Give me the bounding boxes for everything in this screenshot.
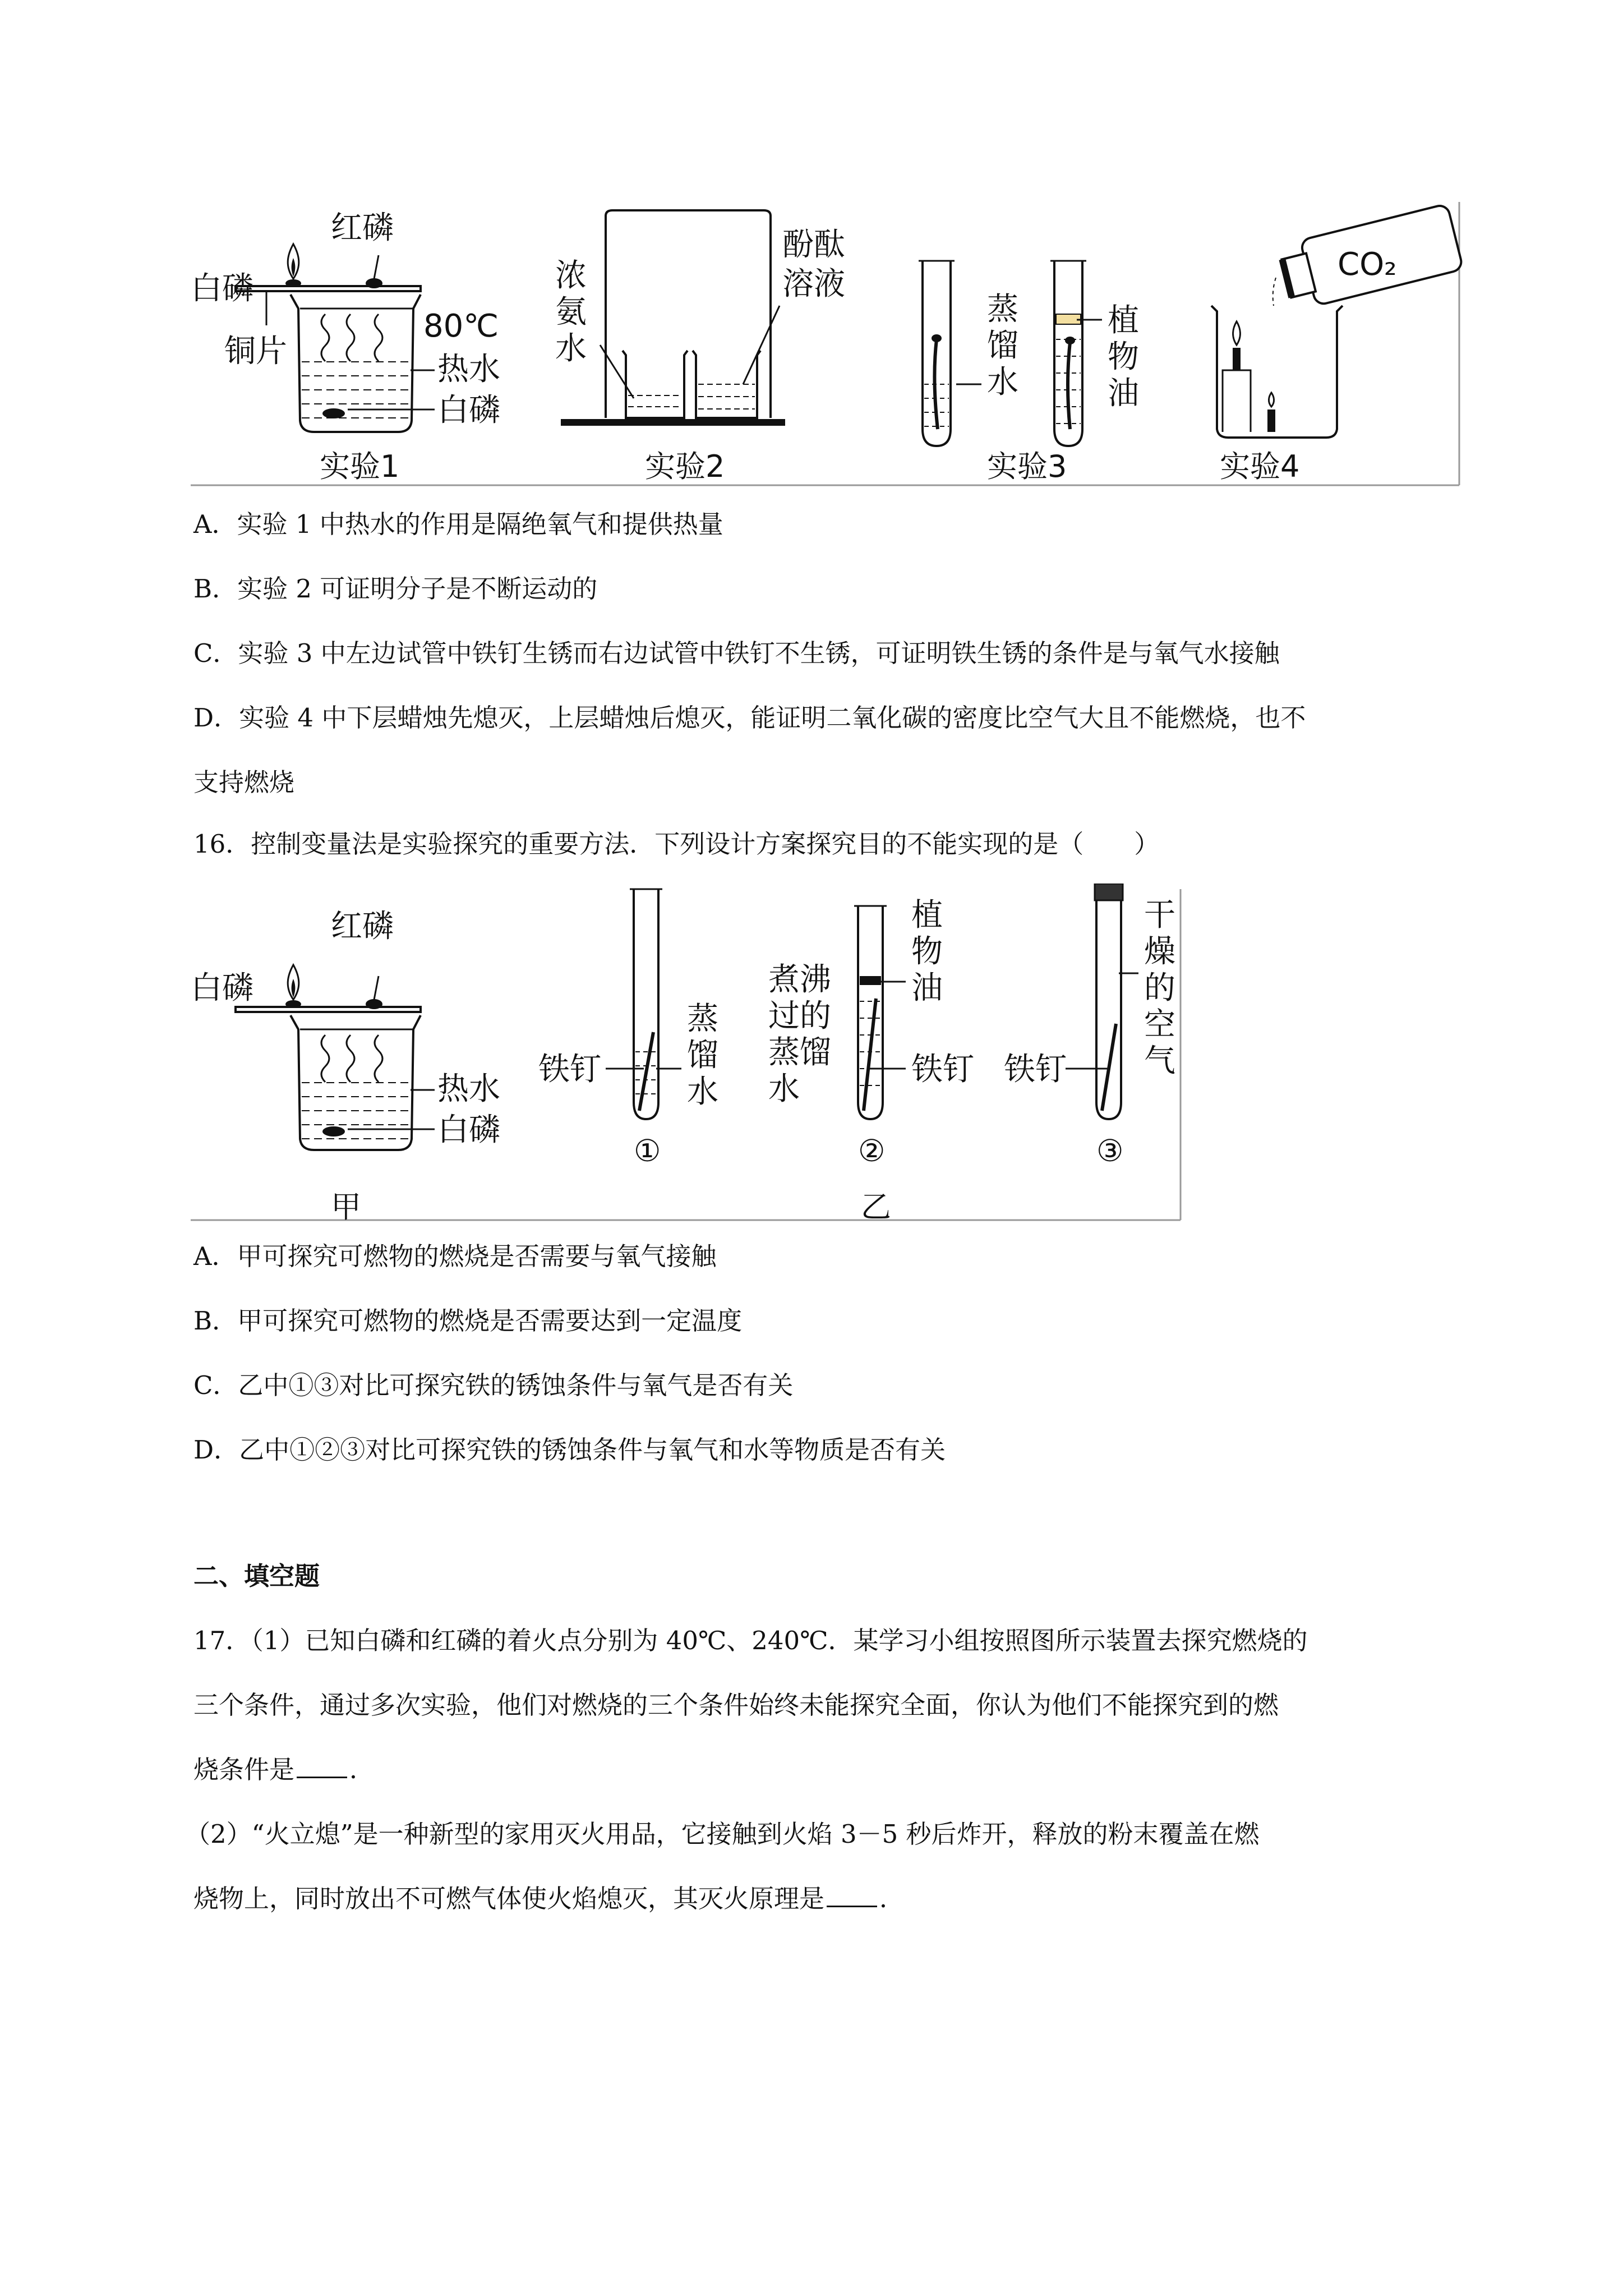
yi-tube2-boiled-label-4: 水 [768, 1071, 800, 1107]
q17-part2-line2 [193, 1882, 905, 1916]
yi-tube3-mark: ③ [1096, 1133, 1124, 1168]
yi-tube2-oil-label-1: 植 [911, 897, 943, 933]
q15-option-d-line1: D．实验 4 中下层蜡烛先熄灭，上层蜡烛后熄灭，能证明二氧化碳的密度比空气大且不能燃烧，也不 [193, 703, 1306, 733]
exp2-phenolphthalein-label-1: 酚酞 [782, 227, 845, 263]
yi-tube2-boiled-label-3: 蒸馏 [768, 1034, 831, 1071]
yi-tube3-air-label-3: 的 [1144, 970, 1175, 1006]
yi-tube2-oil-label-3: 油 [911, 970, 943, 1006]
yi-tube1-mark: ① [634, 1133, 661, 1168]
yi-tube1-nail-label: 铁钉 [538, 1051, 601, 1088]
exp2-ammonia-label-2: 氨 [555, 294, 587, 330]
yi-tube2-boiled-label-1: 煮沸 [768, 961, 831, 998]
q17-part1-line1: 17．（1）已知白磷和红磷的着火点分别为 40℃、240℃．某学习小组按照图所示装置去探究燃烧的 [193, 1626, 1308, 1655]
yi-tube1-water-label-3: 水 [687, 1074, 718, 1110]
q17-part2-line1: （2）“火立熄”是一种新型的家用灭火用品，它接触到火焰 3－5 秒后炸开，释放的粉末覆盖在燃 [185, 1819, 1260, 1849]
q17-part1-line3 [193, 1753, 375, 1787]
figure-q16 [191, 884, 1189, 1226]
q16-option-d: D．乙中①②③对比可探究铁的锈蚀条件与氧气和水等物质是否有关 [193, 1435, 946, 1465]
yi-tube2-boiled-label-2: 过的 [768, 998, 831, 1034]
jia-caption: 甲 [331, 1189, 361, 1225]
experiment-2-apparatus [561, 210, 785, 426]
jia-apparatus [236, 965, 435, 1150]
exp1-copper-label: 铜片 [224, 333, 287, 370]
q15-option-b: B．实验 2 可证明分子是不断运动的 [193, 574, 598, 604]
exp3-water-label-2: 馏 [987, 328, 1018, 364]
exp4-co2-label: CO₂ [1338, 246, 1397, 283]
exp1-caption: 实验1 [320, 449, 400, 484]
yi-tube3-air-label-5: 气 [1144, 1043, 1175, 1079]
exp1-white-phosphorus-2-label: 白磷 [437, 392, 500, 429]
experiment-4-apparatus [1211, 204, 1463, 438]
exp1-red-phosphorus-label: 红磷 [331, 210, 394, 246]
q17-answer-blank-2[interactable] [827, 1883, 877, 1907]
exp3-caption: 实验3 [987, 449, 1067, 484]
jia-hot-water-label: 热水 [437, 1071, 500, 1107]
yi-tube2-nail-label: 铁钉 [911, 1051, 974, 1088]
exp3-oil-label-2: 物 [1108, 339, 1139, 375]
jia-red-phosphorus-label: 红磷 [331, 908, 394, 945]
yi-tube-2 [854, 906, 906, 1119]
yi-tube3-air-label-4: 空 [1144, 1006, 1175, 1043]
exp2-ammonia-label-1: 浓 [555, 257, 587, 294]
exp1-hot-water-label: 热水 [437, 351, 500, 388]
q16-stem: 16．控制变量法是实验探究的重要方法．下列设计方案探究目的不能实现的是（ ） [193, 829, 1160, 859]
q16-option-b: B．甲可探究可燃物的燃烧是否需要达到一定温度 [193, 1306, 743, 1336]
q15-option-d-line2: 支持燃烧 [193, 767, 295, 797]
q15-option-a: A．实验 1 中热水的作用是隔绝氧气和提供热量 [193, 509, 723, 539]
exp2-caption: 实验2 [645, 449, 725, 484]
exp2-phenolphthalein-label-2: 溶液 [782, 266, 845, 302]
q16-option-c: C．乙中①③对比可探究铁的锈蚀条件与氧气是否有关 [193, 1370, 794, 1400]
yi-tube2-oil-label-2: 物 [911, 933, 943, 970]
yi-tube1-water-label-2: 馏 [687, 1037, 718, 1074]
q15-option-c: C．实验 3 中左边试管中铁钉生锈而右边试管中铁钉不生锈，可证明铁生锈的条件是与氧气水接触 [193, 638, 1280, 668]
yi-tube2-mark: ② [858, 1133, 886, 1168]
yi-tube3-nail-label: 铁钉 [1004, 1051, 1067, 1088]
yi-tube1-water-label-1: 蒸 [687, 1001, 718, 1037]
exp3-water-label-3: 水 [987, 364, 1018, 401]
exp4-caption: 实验4 [1220, 449, 1300, 484]
yi-tube3-air-label-1: 干 [1144, 897, 1175, 933]
q17-part1-line3-text: 烧条件是 [193, 1755, 295, 1784]
yi-tube3-air-label-2: 燥 [1144, 933, 1175, 970]
q17-answer-blank-1[interactable] [297, 1754, 347, 1778]
q17-part1-end: ． [349, 1755, 375, 1784]
yi-tube-1 [606, 889, 681, 1119]
exp2-ammonia-label-3: 水 [555, 330, 587, 367]
exp1-temperature-label: 80℃ [423, 308, 499, 344]
q16-option-a: A．甲可探究可燃物的燃烧是否需要与氧气接触 [193, 1241, 717, 1271]
q17-part2-end: ． [879, 1884, 905, 1913]
yi-tube-3 [1066, 884, 1138, 1119]
section-2-title: 二、填空题 [193, 1561, 320, 1591]
q17-part1-line2: 三个条件，通过多次实验，他们对燃烧的三个条件始终未能探究全面，你认为他们不能探究到的燃 [193, 1690, 1279, 1720]
yi-caption: 乙 [861, 1189, 891, 1225]
exp3-oil-label-1: 植 [1108, 302, 1139, 339]
exp1-white-phosphorus-label: 白磷 [191, 270, 253, 307]
exp3-water-label-1: 蒸 [987, 291, 1018, 328]
exp3-oil-label-3: 油 [1108, 375, 1139, 412]
figure-experiments-1-4 [191, 199, 1464, 491]
jia-white-phosphorus-2-label: 白磷 [437, 1112, 500, 1148]
q17-part2-line2-text: 烧物上，同时放出不可燃气体使火焰熄灭，其灭火原理是 [193, 1884, 825, 1913]
jia-white-phosphorus-label: 白磷 [191, 970, 253, 1006]
